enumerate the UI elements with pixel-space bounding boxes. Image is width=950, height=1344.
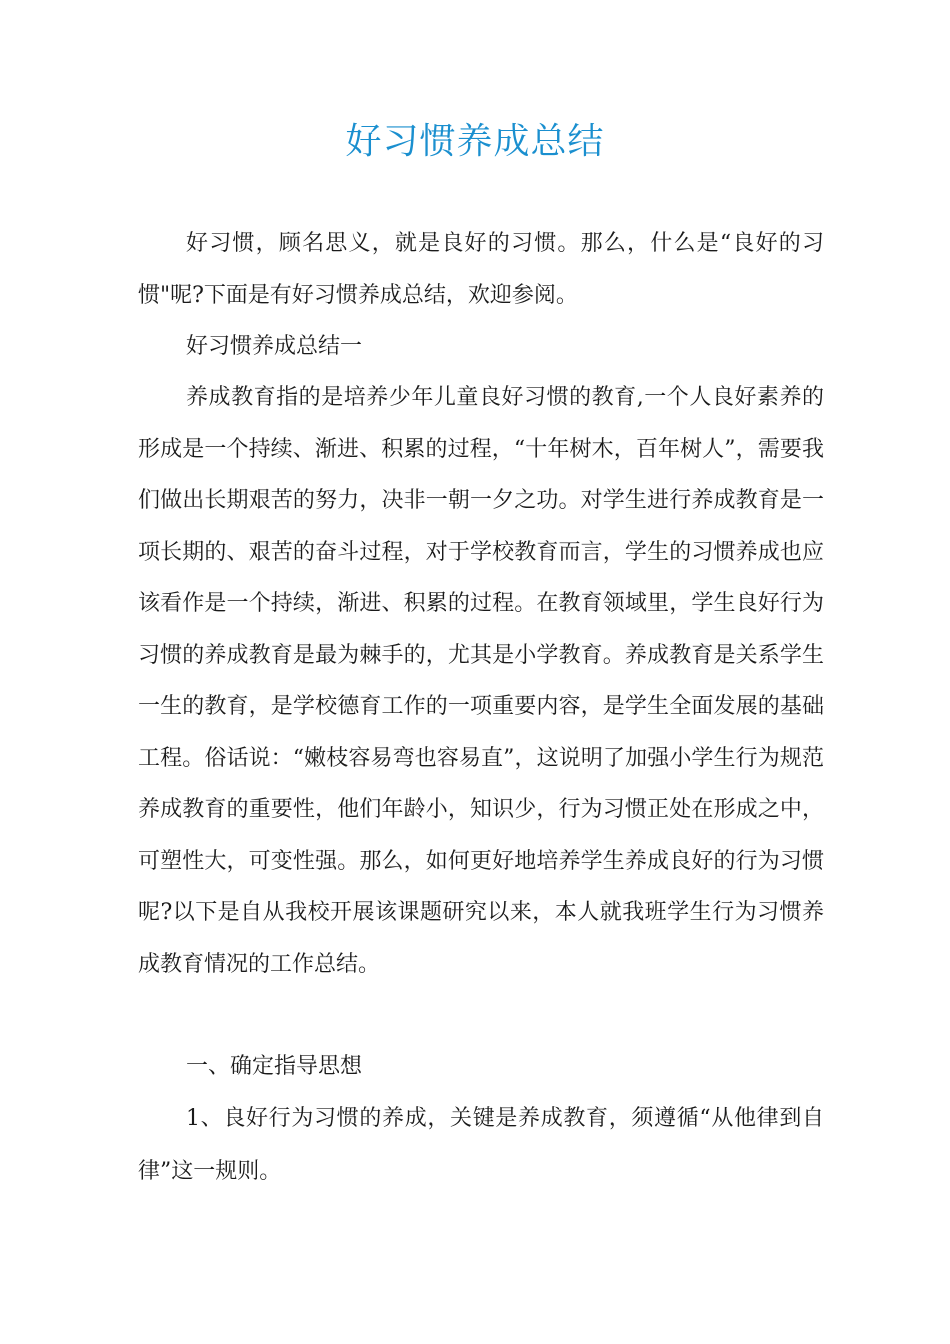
section-heading-summary-one: 好习惯养成总结一 xyxy=(186,334,363,359)
section-heading-guiding-thought: 一、确定指导思想 xyxy=(186,1054,363,1079)
main-paragraph: 养成教育指的是培养少年儿童良好习惯的教育,一个人良好素养的形成是一个持续、渐进、积累的过程，“十年树木，百年树人”，需要我们做出长期艰苦的努力，决非一朝一夕之功。对学生进行养成教育是一项长期的、艰苦的奋斗过程，对于学校教育而言，学生的习惯养成也应该看作是一个持续，渐进、积累的过程。在教育领域里，学生良好行为习惯的养成教育是最为棘手的，尤其是小学教育。养成教育是关系学生一生的教育，是学校德育工作的一项重要内容，是学生全面发展的基础工程。俗话说：“嫩枝容易弯也容易直”，这说明了加强小学生行为规范养成教育的重要性，他们年龄小，知识少，行为习惯正处在形成之中，可塑性大，可变性强。那么，如何更好地培养学生养成良好的行为习惯呢?以下是自从我校开展该课题研究以来，本人就我班学生行为习惯养成教育情况的工作总结。 xyxy=(138,385,824,977)
intro-paragraph: 好习惯，顾名思义，就是良好的习惯。那么，什么是“良好的习惯"呢?下面是有好习惯养成总结，欢迎参阅。 xyxy=(138,231,824,308)
point-one-paragraph: 1、良好行为习惯的养成，关键是养成教育，须遵循“从他律到自律”这一规则。 xyxy=(138,1106,824,1184)
document-title: 好习惯养成总结 xyxy=(345,121,605,162)
